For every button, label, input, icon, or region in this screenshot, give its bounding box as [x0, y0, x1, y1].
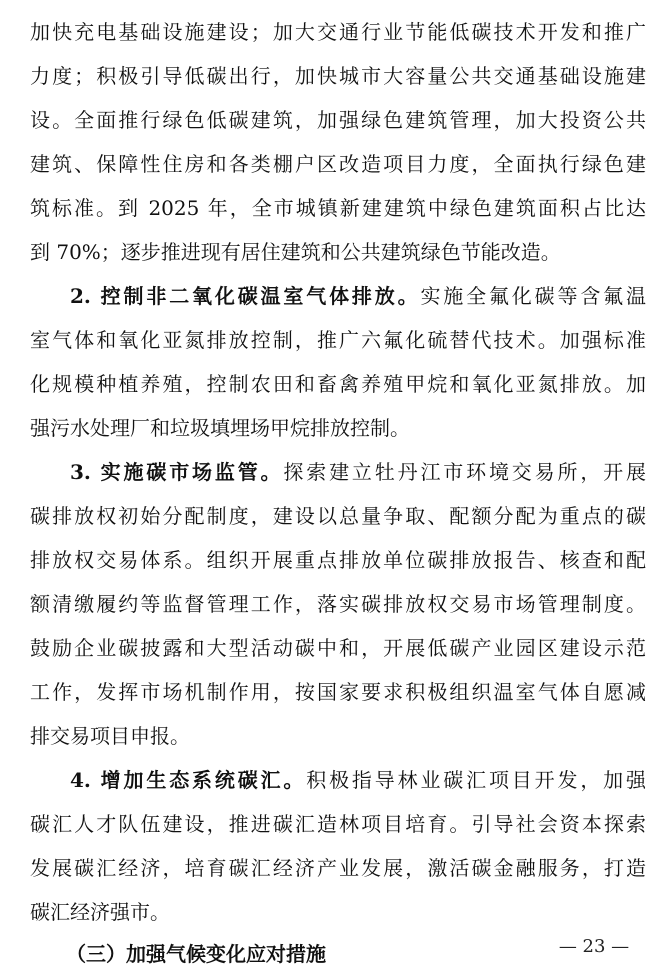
- paragraph-line: 碳汇人才队伍建设，推进碳汇造林项目培育。引导社会资本探索: [30, 812, 646, 836]
- paragraph-line: 发展碳汇经济，培育碳汇经济产业发展，激活碳金融服务，打造: [30, 856, 646, 880]
- paragraph-line: 力度；积极引导低碳出行，加快城市大容量公共交通基础设施建: [30, 64, 646, 88]
- paragraph-line: 设。全面推行绿色低碳建筑，加强绿色建筑管理，加大投资公共: [30, 108, 646, 132]
- paragraph-line: 筑标准。到 2025 年，全市城镇新建建筑中绿色建筑面积占比达: [30, 196, 646, 220]
- paragraph-line: 排放权交易体系。组织开展重点排放单位碳排放报告、核查和配: [30, 548, 646, 572]
- section-heading: 3. 实施碳市场监管。: [70, 460, 284, 484]
- page-number: — 23 —: [558, 936, 630, 957]
- paragraph-line: 工作，发挥市场机制作用，按国家要求积极组织温室气体自愿减: [30, 680, 646, 704]
- section-first-line: [70, 758, 646, 802]
- paragraph-line: 到 70%；逐步推进现有居住建筑和公共建筑绿色节能改造。: [30, 240, 561, 264]
- paragraph-line: 排交易项目申报。: [30, 724, 190, 748]
- section-text: 实施全氟化碳等含氟温: [420, 284, 646, 308]
- section-first-line: [70, 274, 646, 318]
- paragraph-line: 化规模种植养殖，控制农田和畜禽养殖甲烷和氧化亚氮排放。加: [30, 372, 646, 396]
- section-text: 积极指导林业碳汇项目开发，加强: [306, 768, 646, 792]
- section-heading: 2. 控制非二氧化碳温室气体排放。: [70, 284, 421, 308]
- section-first-line: [70, 450, 646, 494]
- paragraph-line: 建筑、保障性住房和各类棚户区改造项目力度，全面执行绿色建: [30, 152, 646, 176]
- paragraph-line: 碳排放权初始分配制度，建设以总量争取、配额分配为重点的碳: [30, 504, 646, 528]
- paragraph-line: 碳汇经济强市。: [30, 900, 170, 924]
- section-heading: 4. 增加生态系统碳汇。: [70, 768, 307, 792]
- paragraph-line: 额清缴履约等监督管理工作，落实碳排放权交易市场管理制度。: [30, 592, 646, 616]
- paragraph-line: 室气体和氧化亚氮排放控制，推广六氟化硫替代技术。加强标准: [30, 328, 646, 352]
- section-text: 探索建立牡丹江市环境交易所，开展: [283, 460, 646, 484]
- paragraph-line: 强污水处理厂和垃圾填埋场甲烷排放控制。: [30, 416, 410, 440]
- paragraph-line: 鼓励企业碳披露和大型活动碳中和，开展低碳产业园区建设示范: [30, 636, 646, 660]
- paragraph-line: 加快充电基础设施建设；加大交通行业节能低碳技术开发和推广: [30, 20, 646, 44]
- subheading: （三）加强气候变化应对措施: [66, 942, 326, 966]
